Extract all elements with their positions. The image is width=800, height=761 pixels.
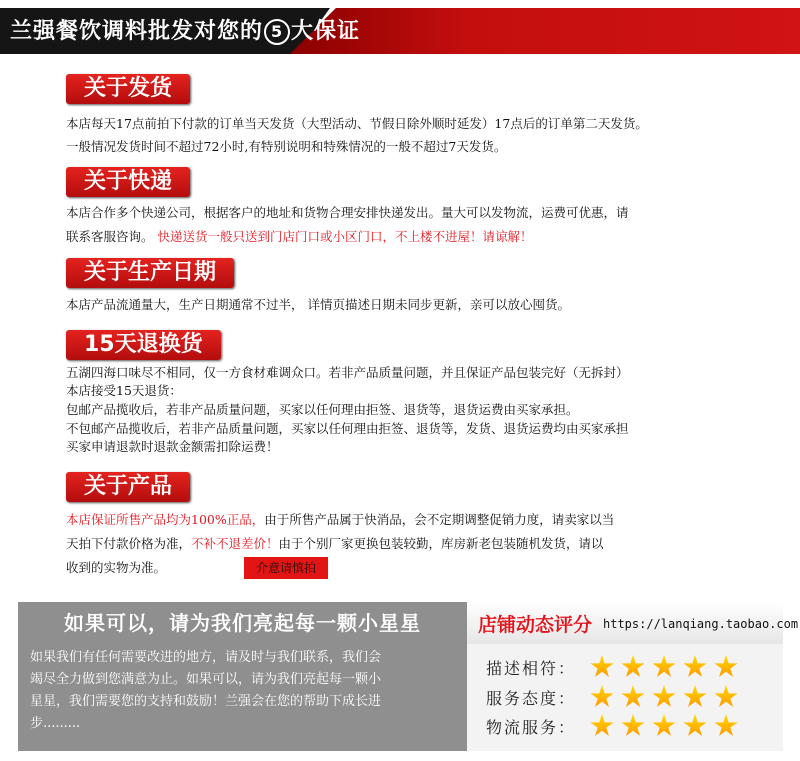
header-banner-red: [290, 8, 800, 54]
section-tag-returns: 15天退换货: [66, 330, 221, 360]
returns-text-5: 买家申请退款时退款金额需扣除运费！: [66, 439, 279, 454]
rating-row-logistics: [486, 711, 745, 741]
shop-url-link[interactable]: https://lanqiang.taobao.com: [603, 617, 799, 631]
star-request-line: 步.........: [30, 716, 81, 731]
rating-row-service: [486, 682, 745, 712]
number-badge: 5: [264, 19, 290, 45]
section-tag-shipping: 关于发货: [66, 74, 190, 104]
star-request-line: 如果我们有任何需要改进的地方，请及时与我们联系，我们会: [30, 650, 382, 665]
star-request-text: [30, 647, 458, 735]
star-icon: [621, 685, 645, 709]
star-icon: [714, 685, 738, 709]
shipping-text-2: 一般情况发货时间不超过72小时,有特别说明和特殊情况的一般不超过7天发货。: [66, 139, 507, 154]
no-price-difference: 不补不退差价！: [191, 536, 279, 551]
star-icon: [683, 685, 707, 709]
star-request-line: 竭尽全力做到您满意为止。如果可以，请为我们亮起每一颗小: [30, 672, 382, 687]
star-icon: [621, 655, 645, 679]
star-icon: [590, 685, 614, 709]
production-date-text: 本店产品流通量大，生产日期通常不过半， 详情页描述日期未同步更新，亲可以放心囤货。: [66, 297, 570, 312]
star-icon: [590, 655, 614, 679]
authentic-guarantee: 本店保证所售产品均为100%正品，: [66, 512, 265, 527]
page-title: 兰强餐饮调料批发对您的 5 大保证: [10, 19, 361, 44]
products-text-3: 收到的实物为准。: [66, 560, 167, 575]
notice-button[interactable]: 介意请慎拍: [244, 557, 328, 579]
star-icon: [652, 714, 676, 738]
express-text-1: 本店合作多个快递公司，根据客户的地址和货物合理安排快递发出。量大可以发物流，运费可优惠，请: [66, 205, 629, 220]
star-icon: [714, 655, 738, 679]
returns-text-4: 不包邮产品揽收后，若非产品质量问题，买家以任何理由拒签、退货等，发货、退货运费均由买家承担: [66, 421, 629, 436]
shipping-text-1: 本店每天17点前拍下付款的订单当天发货（大型活动、节假日除外顺时延发）17点后的订单第二天发货。: [66, 116, 648, 131]
express-warning: 快递送货一般只送到门店门口或小区门口，不上楼不进屋！请谅解！: [157, 229, 533, 244]
products-text-2: 天拍下付款价格为准，不补不退差价！由于个别厂家更换包装较勤，库房新老包装随机发货，请以: [66, 536, 604, 551]
section-tag-products: 关于产品: [66, 472, 190, 502]
star-request-line: 星星，我们需要您的支持和鼓励！兰强会在您的帮助下成长进: [30, 694, 382, 709]
rating-row-description: [486, 652, 745, 682]
star-icon: [683, 714, 707, 738]
section-tag-express: 关于快递: [66, 167, 190, 197]
express-text-2: 联系客服咨询。 快递送货一般只送到门店门口或小区门口，不上楼不进屋！请谅解！: [66, 229, 533, 244]
products-text-1: 本店保证所售产品均为100%正品，由于所售产品属于快消品，会不定期调整促销力度，请卖家以当: [66, 512, 615, 527]
star-icon: [683, 655, 707, 679]
rating-label: 描述相符：: [486, 658, 577, 678]
returns-text-2: 本店接受15天退货：: [66, 383, 182, 398]
rating-label: 物流服务：: [486, 717, 577, 737]
returns-text-3: 包邮产品揽收后，若非产品质量问题，买家以任何理由拒签、退货等，退货运费由买家承担。: [66, 402, 579, 417]
returns-text-1: 五湖四海口味尽不相同，仅一方食材难调众口。若非产品质量问题，并且保证产品包装完好（无拆封）: [66, 365, 629, 380]
section-tag-production-date: 关于生产日期: [66, 258, 234, 288]
star-icon: [714, 714, 738, 738]
star-request-title: 如果可以，请为我们亮起每一颗小星星: [64, 611, 421, 635]
shop-rating-title: 店铺动态评分: [478, 614, 593, 636]
rating-label: 服务态度：: [486, 688, 577, 708]
star-icon: [652, 655, 676, 679]
star-icon: [590, 714, 614, 738]
star-icon: [621, 714, 645, 738]
star-icon: [652, 685, 676, 709]
